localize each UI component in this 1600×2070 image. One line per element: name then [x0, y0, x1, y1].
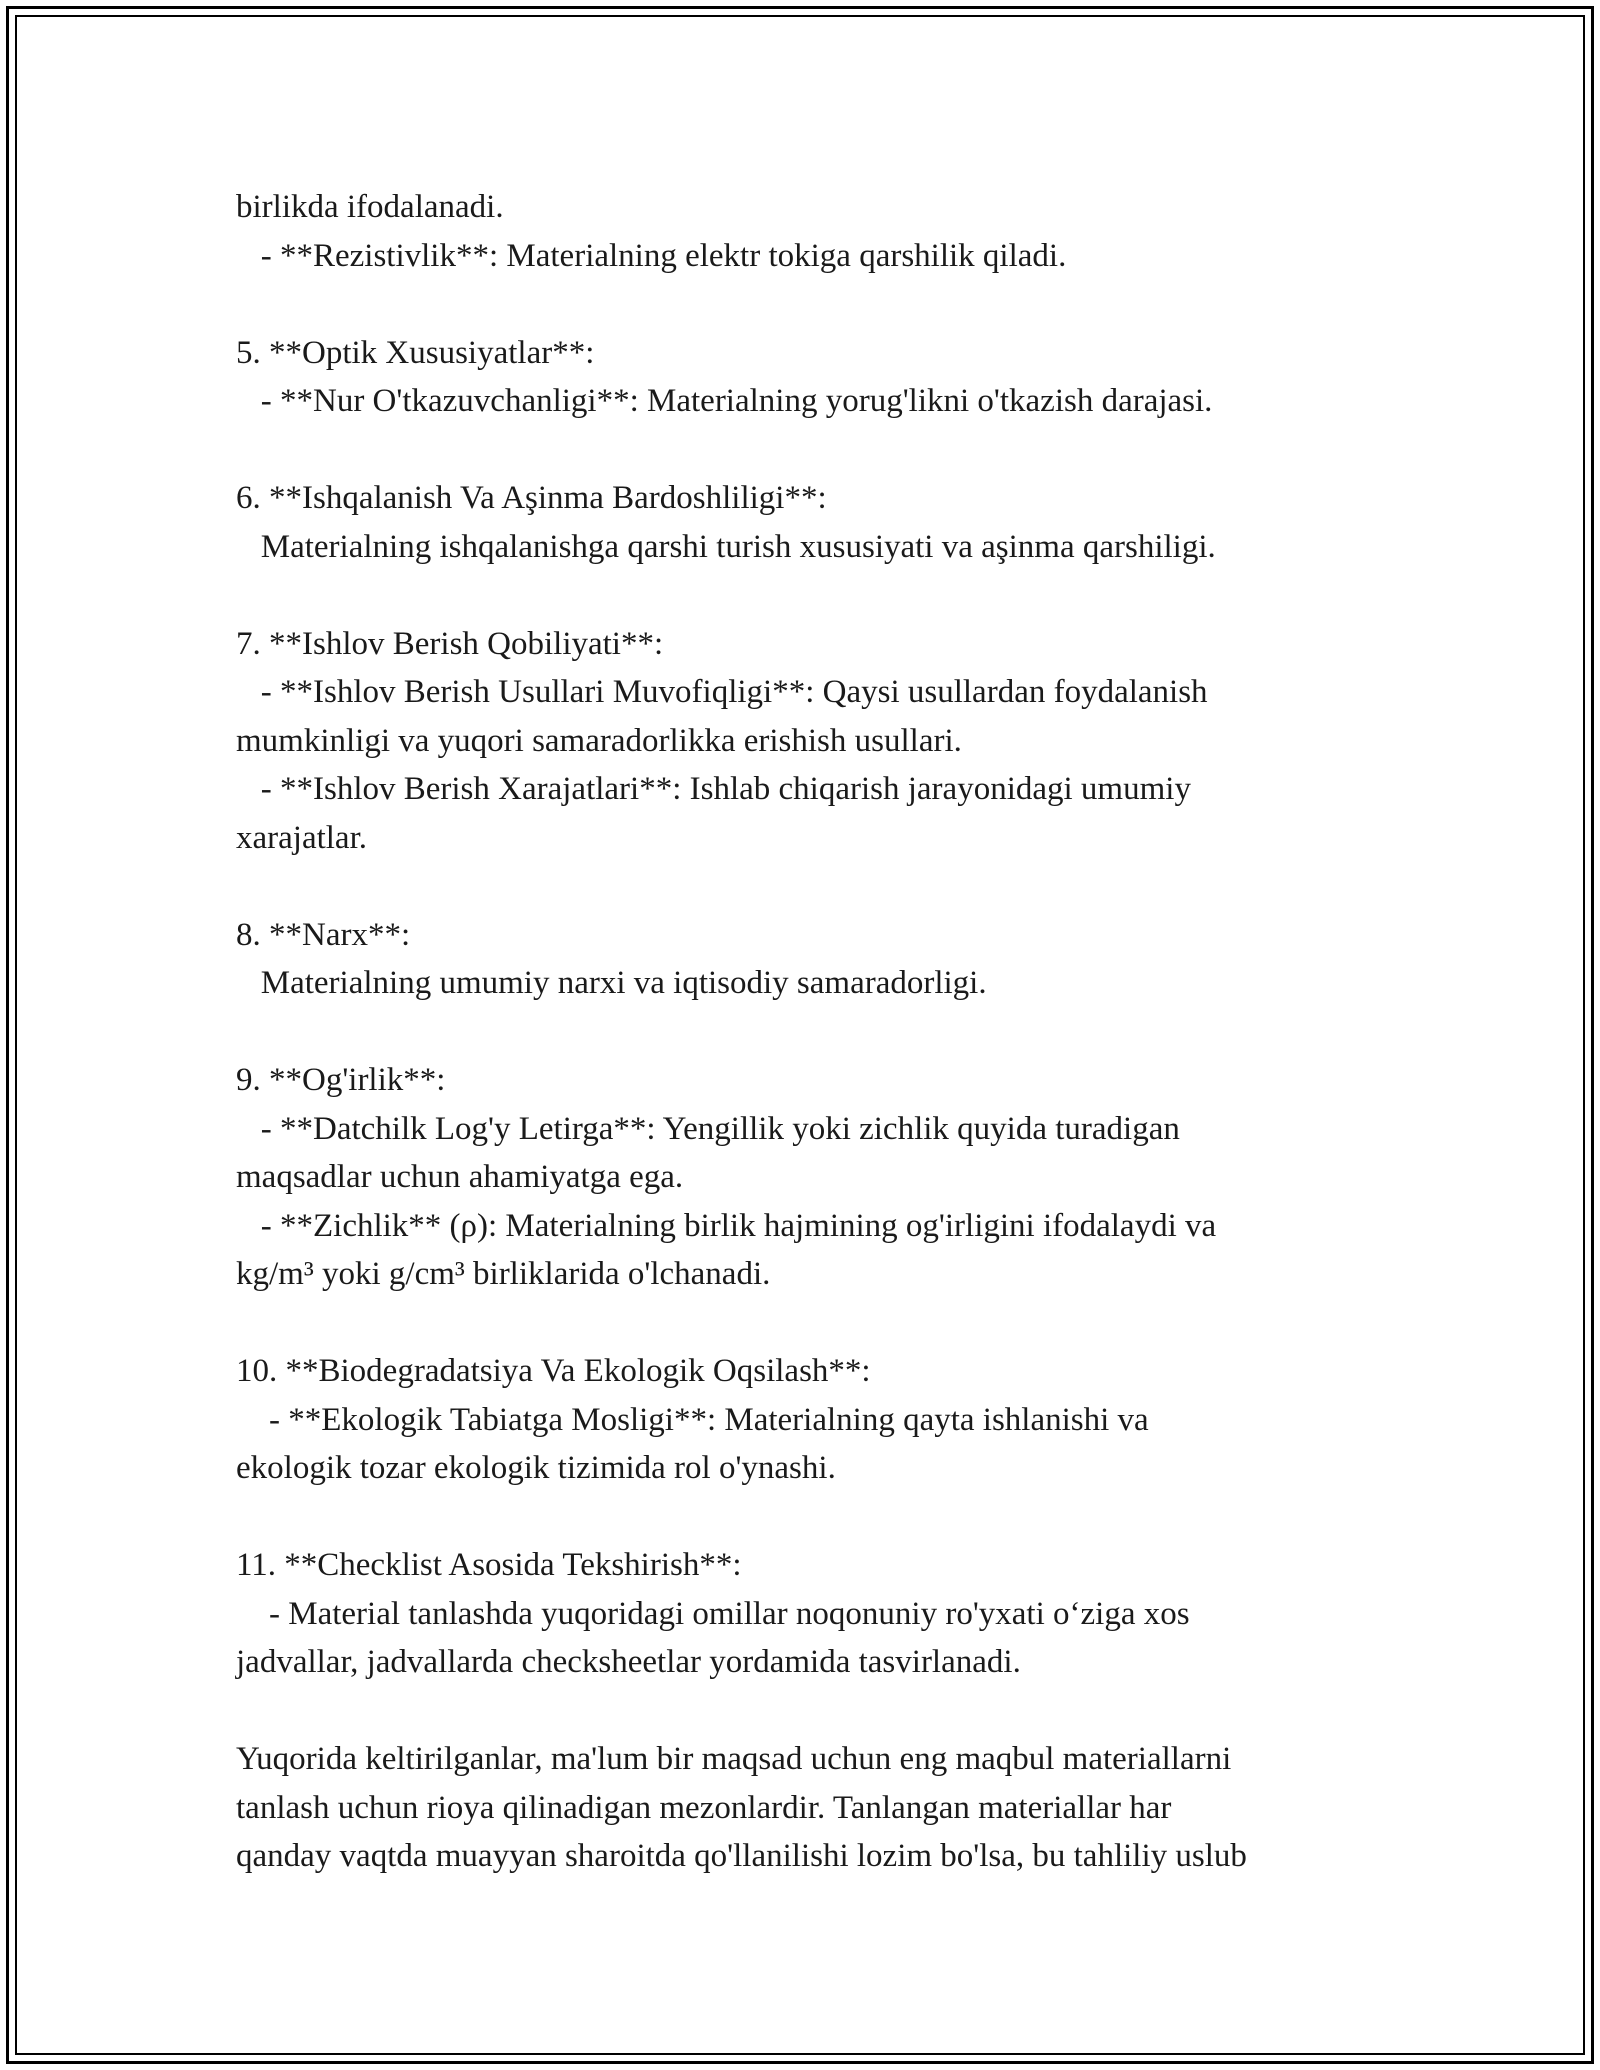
section-heading: 8. **Narx**: [236, 916, 411, 953]
text-line: xarajatlar. [236, 819, 368, 856]
paragraph-line: tanlash uchun rioya qilinadigan mezonlardir. Tanlangan materiallar har [236, 1789, 1172, 1826]
text-line: jadvallar, jadvallarda checksheetlar yordamida tasvirlanadi. [236, 1644, 1021, 1680]
blank-line [236, 1687, 1416, 1736]
text-line: mumkinligi va yuqori samaradorlikka erishish usullari. [236, 722, 962, 759]
text-line: - **Nur O'tkazuvchanligi**: Materialning yorug'likni o'tkazish darajasi. [236, 383, 1213, 419]
section-heading: 7. **Ishlov Berish Qobiliyati**: [236, 625, 664, 662]
blank-line [236, 1008, 1416, 1057]
text-line: - **Rezistivlik**: Materialning elektr tokiga qarshilik qiladi. [236, 237, 1067, 274]
section-heading: 5. **Optik Xususiyatlar**: [236, 334, 595, 371]
blank-line [236, 280, 1416, 329]
blank-line [236, 571, 1416, 620]
blank-line [236, 1493, 1416, 1542]
section-heading: 9. **Og'irlik**: [236, 1062, 446, 1098]
text-line: - **Zichlik** (ρ): Materialning birlik hajmining og'irligini ifodalaydi va [236, 1207, 1217, 1244]
paragraph-line: Yuqorida keltirilganlar, ma'lum bir maqsad uchun eng maqbul materiallarni [236, 1741, 1232, 1777]
section-heading: 10. **Biodegradatsiya Va Ekologik Oqsilash**: [236, 1353, 871, 1389]
text-line: ekologik tozar ekologik tizimida rol o'ynashi. [236, 1450, 836, 1486]
text-line: - Material tanlashda yuqoridagi omillar noqonuniy ro'yxati o‘ziga xos [236, 1595, 1190, 1632]
section-heading: 11. **Checklist Asosida Tekshirish**: [236, 1547, 742, 1583]
text-line: Materialning ishqalanishga qarshi turish xususiyati va aşinma qarshiligi. [236, 528, 1216, 565]
text-line: - **Datchilk Log'y Letirga**: Yengillik yoki zichlik quyida turadigan [236, 1110, 1180, 1147]
text-line: - **Ishlov Berish Xarajatlari**: Ishlab chiqarish jarayonidagi umumiy [236, 771, 1191, 807]
section-heading: 6. **Ishqalanish Va Aşinma Bardoshliligi**: [236, 480, 827, 516]
text-line: birlikda ifodalanadi. [236, 189, 504, 225]
blank-line [236, 862, 1416, 911]
text-line: - **Ekologik Tabiatga Mosligi**: Materialning qayta ishlanishi va [236, 1401, 1149, 1438]
blank-line [236, 1299, 1416, 1348]
text-line: maqsadlar uchun ahamiyatga ega. [236, 1159, 684, 1195]
text-line: - **Ishlov Berish Usullari Muvofiqligi**: Qaysi usullardan foydalanish [236, 674, 1208, 710]
blank-line [236, 426, 1416, 475]
text-line: Materialning umumiy narxi va iqtisodiy samaradorligi. [236, 965, 987, 1001]
paragraph-line: qanday vaqtda muayyan sharoitda qo'llanilishi lozim bo'lsa, bu tahliliy uslub [236, 1838, 1247, 1874]
text-line: kg/m³ yoki g/cm³ birliklarida o'lchanadi. [236, 1256, 771, 1292]
document-body [236, 183, 1416, 1881]
